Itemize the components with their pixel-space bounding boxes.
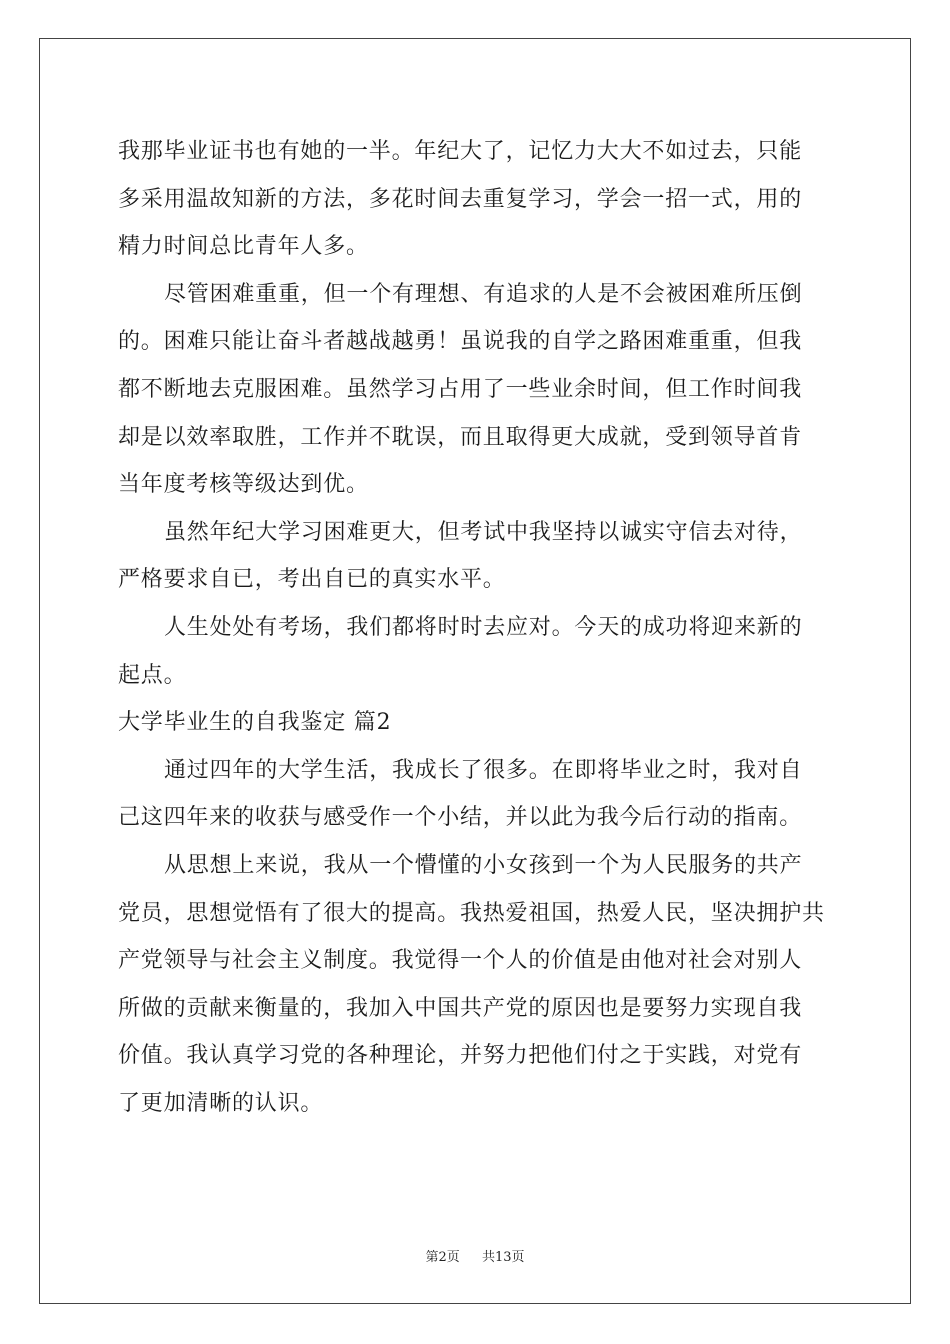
paragraph-line: 当年度考核等级达到优。: [118, 472, 369, 498]
paragraph-line: 所做的贡献来衡量的，我加入中国共产党的原因也是要努力实现自我: [118, 995, 803, 1021]
paragraph-line: 从思想上来说，我从一个懵懂的小女孩到一个为人民服务的共产: [164, 852, 803, 878]
page-footer: [0, 1246, 950, 1265]
paragraph-line: 精力时间总比青年人多。: [118, 234, 369, 260]
paragraph-line: 党员，思想觉悟有了很大的提高。我热爱祖国，热爱人民，坚决拥护共: [118, 900, 825, 926]
paragraph-line: 起点。: [118, 662, 187, 688]
paragraph-line: 却是以效率取胜，工作并不耽误，而且取得更大成就，受到领导首肯: [118, 424, 803, 450]
paragraph-line: 人生处处有考场，我们都将时时去应对。今天的成功将迎来新的: [164, 614, 803, 640]
paragraph-line: 虽然年纪大学习困难更大，但考试中我坚持以诚实守信去对待，: [164, 519, 803, 545]
document-body: [118, 128, 832, 1127]
paragraph-line: 多采用温故知新的方法，多花时间去重复学习，学会一招一式，用的: [118, 186, 803, 212]
section-heading: 大学毕业生的自我鉴定 篇2: [118, 710, 392, 736]
paragraph-line: 价值。我认真学习党的各种理论，并努力把他们付之于实践，对党有: [118, 1043, 803, 1069]
paragraph-line: 产党领导与社会主义制度。我觉得一个人的价值是由他对社会对别人: [118, 948, 803, 974]
paragraph-line: 都不断地去克服困难。虽然学习占用了一些业余时间，但工作时间我: [118, 376, 803, 402]
paragraph-line: 我那毕业证书也有她的一半。年纪大了，记忆力大大不如过去，只能: [118, 139, 803, 164]
paragraph-line: 己这四年来的收获与感受作一个小结，并以此为我今后行动的指南。: [118, 805, 803, 831]
paragraph-line: 的。困难只能让奋斗者越战越勇！虽说我的自学之路困难重重，但我: [118, 329, 803, 355]
page-total: 共13页: [481, 1250, 525, 1265]
paragraph-line: 通过四年的大学生活，我成长了很多。在即将毕业之时，我对自: [164, 757, 803, 783]
paragraph-line: 尽管困难重重，但一个有理想、有追求的人是不会被困难所压倒: [164, 281, 803, 307]
paragraph-line: 严格要求自已，考出自已的真实水平。: [118, 567, 506, 593]
page-number: 第2页: [425, 1250, 460, 1265]
paragraph-line: 了更加清晰的认识。: [118, 1090, 324, 1116]
